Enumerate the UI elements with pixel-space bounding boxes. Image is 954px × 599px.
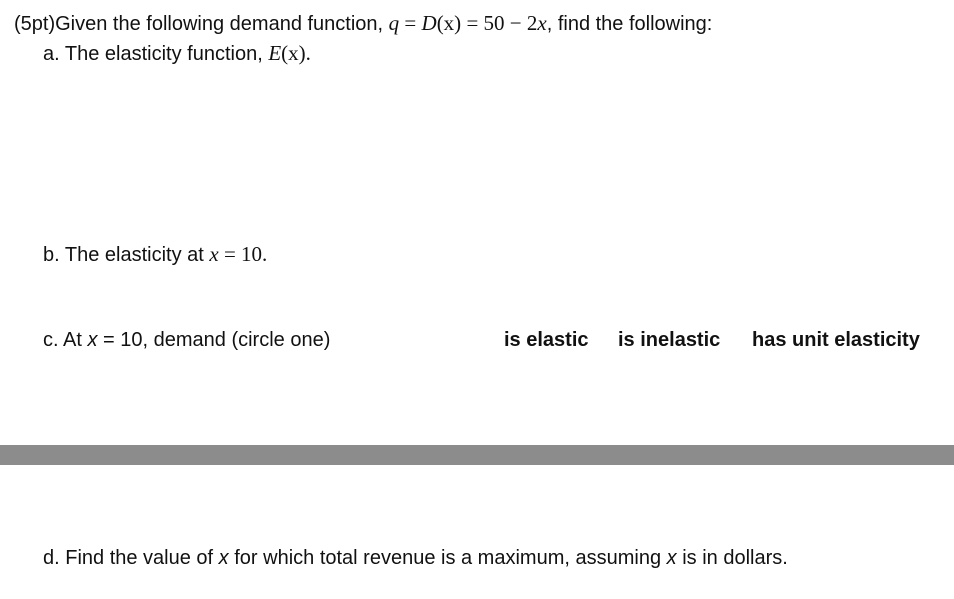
D-var: D xyxy=(421,11,437,35)
eq-sign-1: = xyxy=(399,11,422,35)
x-equals-10 xyxy=(209,242,267,266)
part-c-rest: = 10, demand (circle one) xyxy=(97,329,331,351)
q-var: q xyxy=(388,11,400,35)
header-suffix: , find the following: xyxy=(546,13,713,35)
choice-is-elastic[interactable]: is elastic xyxy=(504,329,589,351)
part-b-text: b. The elasticity at xyxy=(43,244,204,266)
demand-function xyxy=(389,11,547,35)
x-var: x xyxy=(666,547,677,569)
x-var: x xyxy=(537,11,547,35)
D-arg: (x) xyxy=(436,11,462,35)
eq-rhs: = 50 − 2 xyxy=(461,11,538,35)
header-prefix: (5pt)Given the following demand function, xyxy=(14,13,384,35)
part-c xyxy=(43,328,330,352)
choice-is-inelastic[interactable]: is inelastic xyxy=(618,329,721,351)
part-d-middle: for which total revenue is a maximum, assuming xyxy=(228,547,662,569)
elasticity-function xyxy=(268,41,311,65)
part-a-text: a. The elasticity function, xyxy=(43,43,263,65)
E-var: E xyxy=(268,41,282,65)
part-d xyxy=(43,546,788,570)
part-b xyxy=(43,242,267,267)
part-d-suffix: is in dollars. xyxy=(676,547,788,569)
part-d-prefix: d. Find the value of xyxy=(43,547,214,569)
E-arg: (x). xyxy=(281,41,311,65)
problem-header xyxy=(14,11,712,36)
x-value: = 10. xyxy=(218,242,268,266)
x-var: x xyxy=(209,242,219,266)
part-c-prefix: c. At xyxy=(43,329,82,351)
x-var: x xyxy=(218,547,229,569)
part-a xyxy=(43,41,311,66)
page-divider xyxy=(0,445,954,465)
choice-unit-elasticity[interactable]: has unit elasticity xyxy=(752,329,920,351)
x-var: x xyxy=(87,329,98,351)
